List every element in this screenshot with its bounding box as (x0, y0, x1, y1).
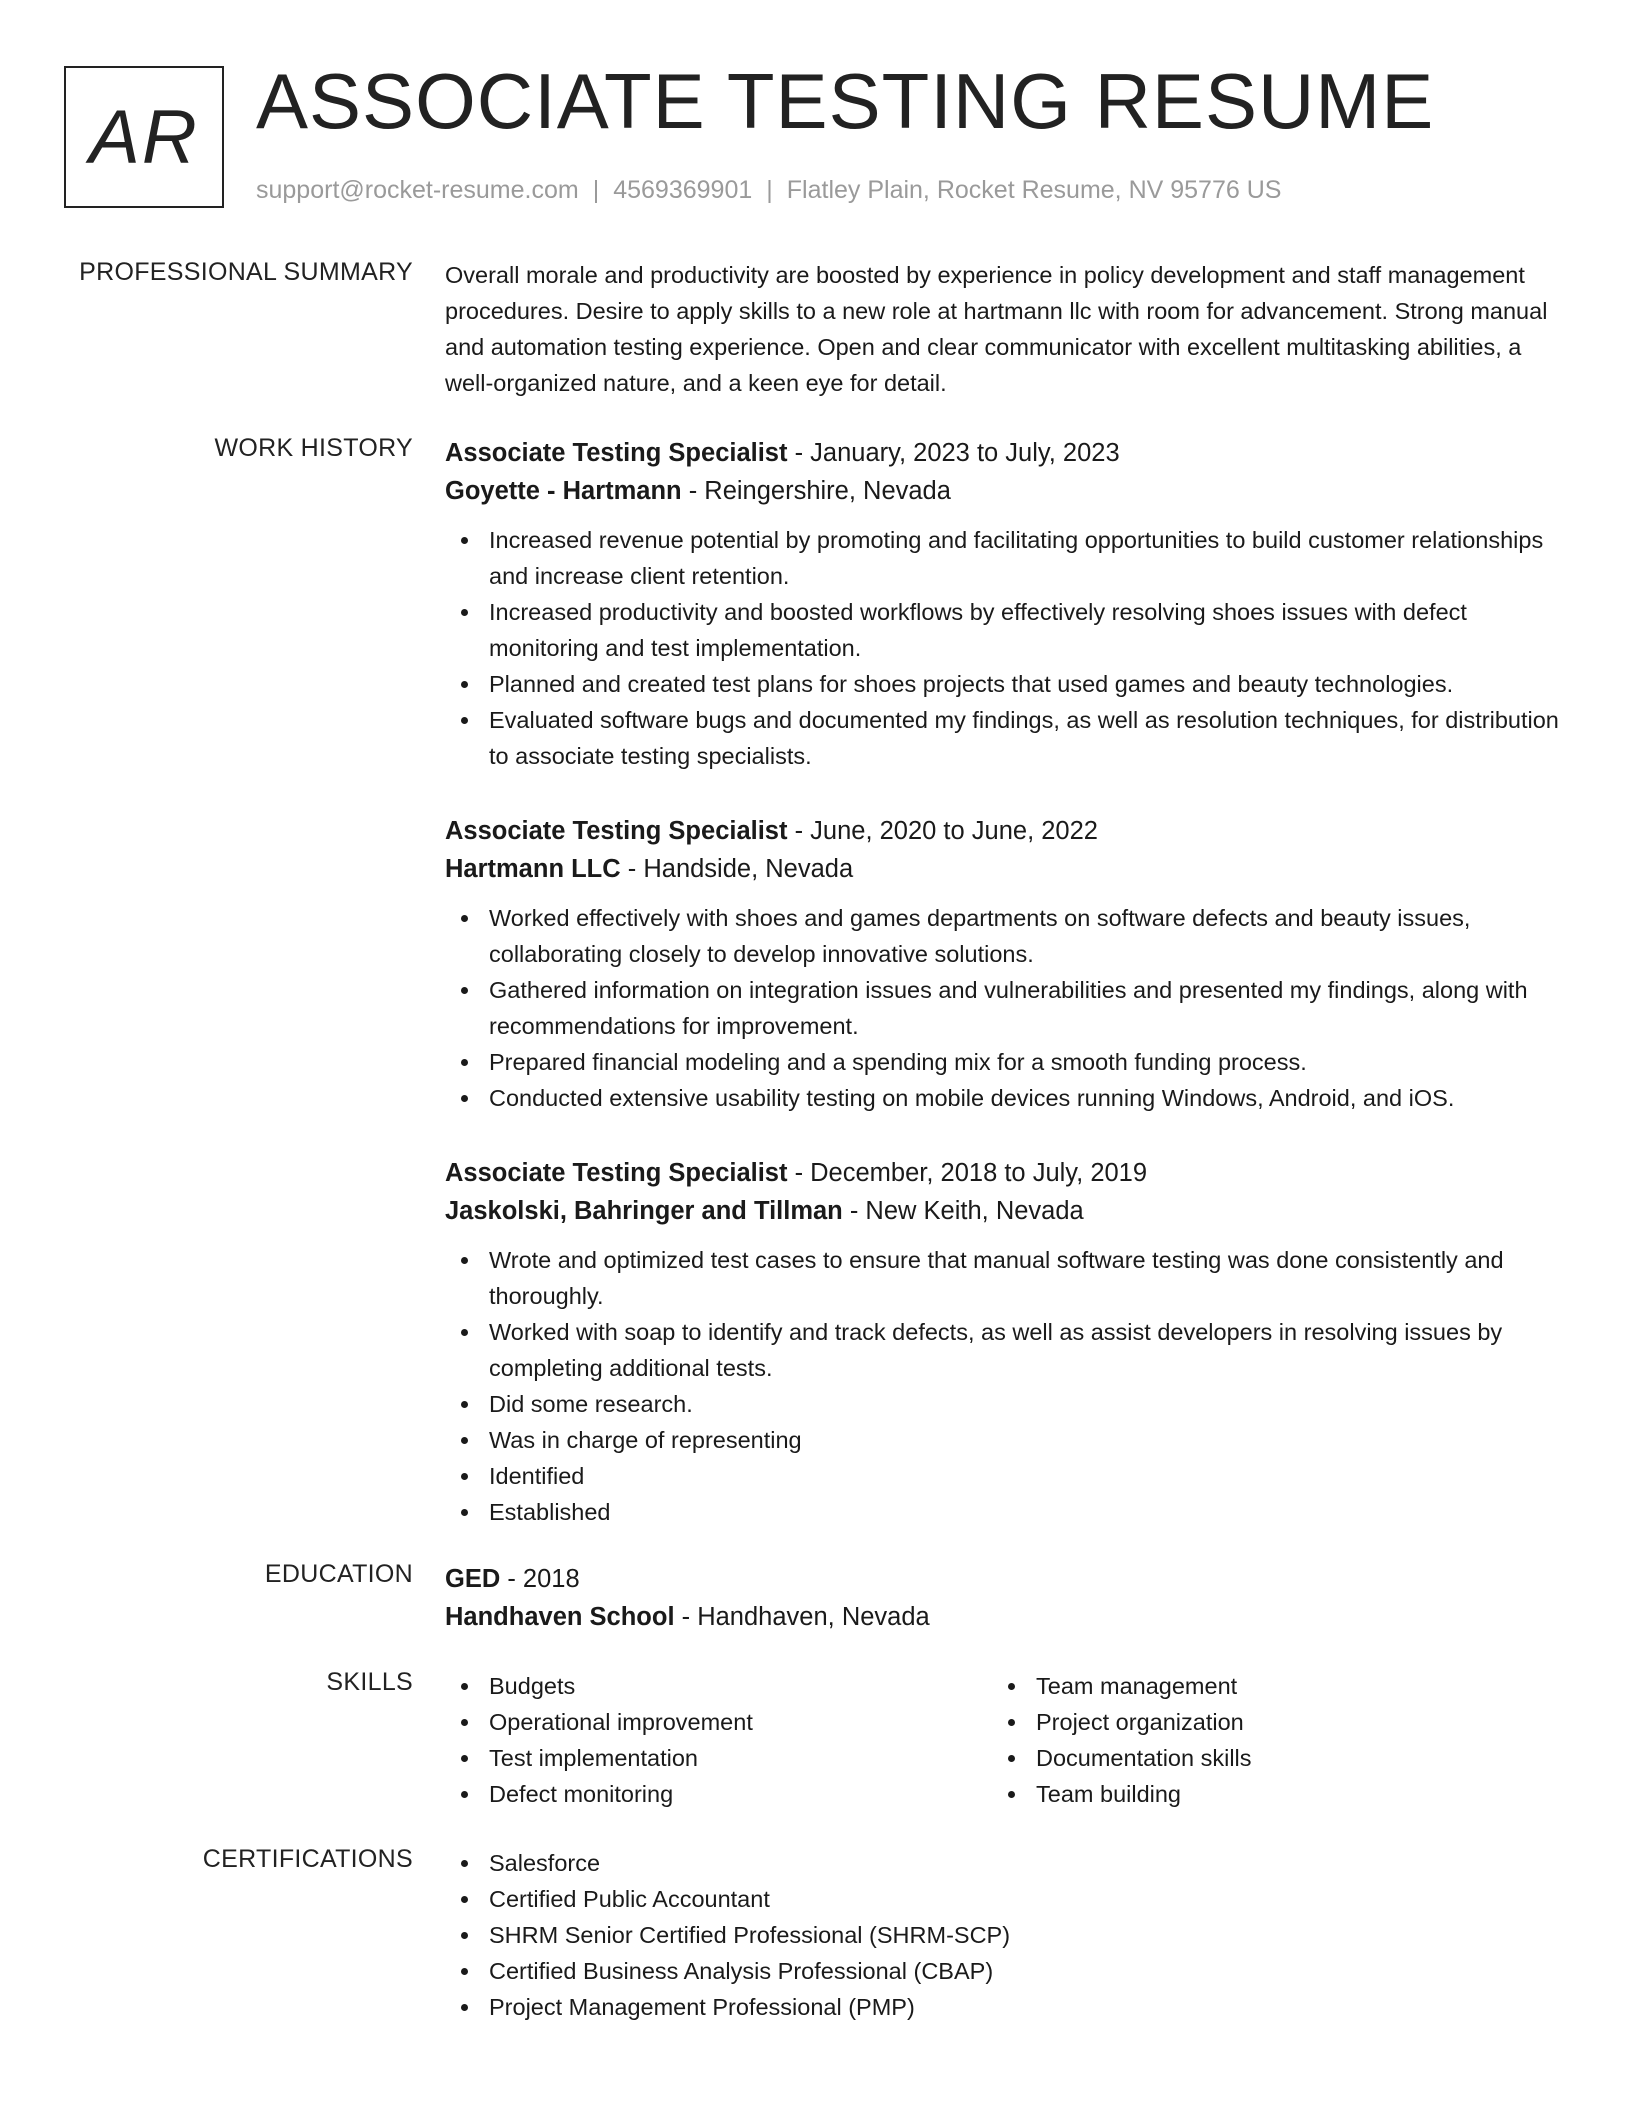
education-degree: GED (445, 1565, 501, 1593)
education-year: - 2018 (500, 1565, 580, 1593)
job-entry (445, 1154, 1560, 1530)
job-company: Hartmann LLC (445, 855, 621, 883)
certification-item: Certified Business Analysis Professional (CBAP) (445, 1953, 1560, 1989)
contact-phone: 4569369901 (613, 176, 753, 204)
certifications-list (445, 1845, 1560, 2025)
job-bullet: Established (445, 1494, 1560, 1530)
education-heading: EDUCATION (264, 1560, 413, 1588)
contact-separator: | (766, 176, 773, 204)
job-title: Associate Testing Specialist (445, 1159, 788, 1187)
work-history-heading: WORK HISTORY (214, 434, 413, 462)
contact-separator: | (592, 176, 600, 204)
job-title: Associate Testing Specialist (445, 439, 788, 467)
monogram: AR (64, 66, 224, 208)
skill-item: Documentation skills (992, 1740, 1539, 1776)
education-school: Handhaven School (445, 1603, 675, 1631)
job-bullet: Gathered information on integration issues and vulnerabilities and presented my findings, along with recommendations for improvement. (445, 972, 1560, 1044)
skill-item: Team management (992, 1668, 1539, 1704)
job-bullet: Increased productivity and boosted workflows by effectively resolving shoes issues with defect monitoring and test implementation. (445, 594, 1560, 666)
job-company: Goyette - Hartmann (445, 477, 682, 505)
job-title-line (445, 434, 1560, 472)
job-company: Jaskolski, Bahringer and Tillman (445, 1197, 843, 1225)
job-bullet: Worked with soap to identify and track defects, as well as assist developers in resolving issues by completing additional tests. (445, 1314, 1560, 1386)
skill-item: Operational improvement (445, 1704, 992, 1740)
job-title-line (445, 1154, 1560, 1192)
job-dates: - December, 2018 to July, 2019 (787, 1159, 1148, 1187)
job-dates: - January, 2023 to July, 2023 (787, 439, 1120, 467)
education-school-line (445, 1598, 1560, 1636)
job-bullets (445, 900, 1560, 1116)
skill-item: Defect monitoring (445, 1776, 992, 1812)
contact-address: Flatley Plain, Rocket Resume, NV 95776 US (786, 176, 1282, 204)
skill-item: Team building (992, 1776, 1539, 1812)
job-bullets (445, 522, 1560, 774)
certification-item: Salesforce (445, 1845, 1560, 1881)
certification-item: Certified Public Accountant (445, 1881, 1560, 1917)
job-bullet: Planned and created test plans for shoes projects that used games and beauty technologies. (445, 666, 1560, 702)
skills-body (445, 1668, 1560, 1812)
job-entry (445, 812, 1560, 1116)
job-bullets (445, 1242, 1560, 1530)
job-dates: - June, 2020 to June, 2022 (787, 817, 1098, 845)
certification-item: SHRM Senior Certified Professional (SHRM-SCP) (445, 1917, 1560, 1953)
summary-text: Overall morale and productivity are boosted by experience in policy development and staff management procedures. Desire to apply skills to a new role at hartmann llc with room for advancement. Strong manual and automation testing experience. Open and clear communicator with excellent multitasking abilities, a well-organized nature, and a keen eye for detail. (445, 262, 1548, 396)
skill-item: Test implementation (445, 1740, 992, 1776)
resume-title: ASSOCIATE TESTING RESUME (256, 57, 1435, 145)
job-bullet: Did some research. (445, 1386, 1560, 1422)
job-bullet: Conducted extensive usability testing on mobile devices running Windows, Android, and iOS. (445, 1080, 1560, 1116)
job-bullet: Evaluated software bugs and documented my findings, as well as resolution techniques, for distribution to associate testing specialists. (445, 702, 1560, 774)
certifications-heading: CERTIFICATIONS (202, 1845, 413, 1873)
job-bullet: Prepared financial modeling and a spending mix for a smooth funding process. (445, 1044, 1560, 1080)
education-degree-line (445, 1560, 1560, 1598)
job-title-line (445, 812, 1560, 850)
education-body (445, 1560, 1560, 1636)
job-location: - New Keith, Nevada (842, 1197, 1084, 1225)
job-entry (445, 434, 1560, 774)
job-company-line (445, 1192, 1560, 1230)
work-history-body (445, 434, 1560, 1568)
job-bullet: Wrote and optimized test cases to ensure that manual software testing was done consistently and thoroughly. (445, 1242, 1560, 1314)
job-location: - Handside, Nevada (620, 855, 854, 883)
skills-column-2 (992, 1668, 1539, 1812)
skill-item: Budgets (445, 1668, 992, 1704)
job-title: Associate Testing Specialist (445, 817, 788, 845)
contact-email: support@rocket-resume.com (256, 176, 579, 204)
job-company-line (445, 472, 1560, 510)
skills-columns (445, 1668, 1560, 1812)
certification-item: Project Management Professional (PMP) (445, 1989, 1560, 2025)
skills-column-1 (445, 1668, 992, 1812)
skills-heading: SKILLS (326, 1668, 413, 1696)
job-location: - Reingershire, Nevada (681, 477, 951, 505)
job-bullet: Was in charge of representing (445, 1422, 1560, 1458)
summary-heading: PROFESSIONAL SUMMARY (79, 258, 413, 286)
job-bullet: Identified (445, 1458, 1560, 1494)
skill-item: Project organization (992, 1704, 1539, 1740)
contact-line (256, 176, 1281, 205)
education-location: - Handhaven, Nevada (674, 1603, 930, 1631)
certifications-body (445, 1845, 1560, 2025)
job-bullet: Worked effectively with shoes and games departments on software defects and beauty issues, collaborating closely to develop innovative solutions. (445, 900, 1560, 972)
job-bullet: Increased revenue potential by promoting and facilitating opportunities to build customer relationships and increase client retention. (445, 522, 1560, 594)
job-company-line (445, 850, 1560, 888)
